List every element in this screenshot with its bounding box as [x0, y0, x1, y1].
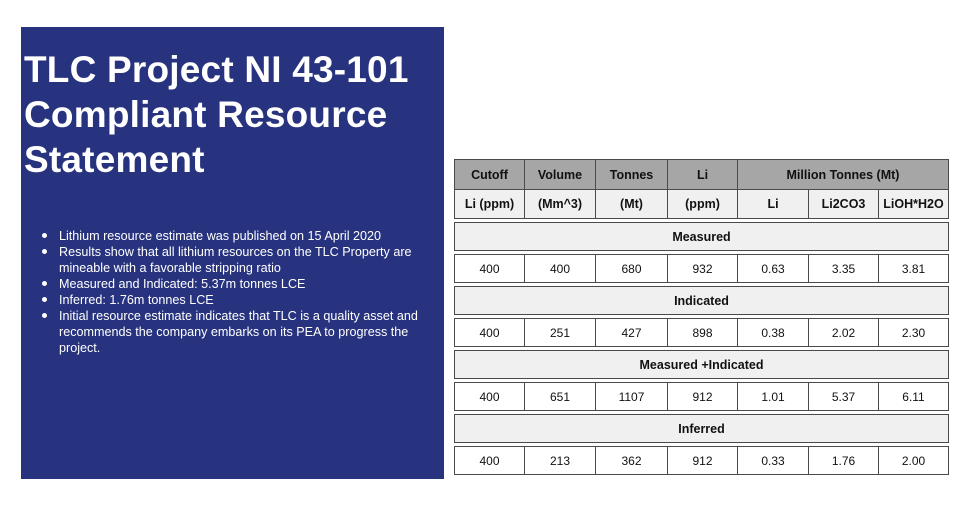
- table-cell: 362: [596, 447, 668, 475]
- column-group-header: Million Tonnes (Mt): [738, 160, 949, 190]
- table-cell: 400: [455, 383, 525, 411]
- table-row: [455, 255, 949, 283]
- table-cell: 400: [525, 255, 596, 283]
- slide-title: [24, 47, 409, 182]
- table-cell: 251: [525, 319, 596, 347]
- bullet-item: Initial resource estimate indicates that TLC is a quality asset and recommends the company embarks on its PEA to progress the project.: [59, 308, 429, 356]
- table-cell: 400: [455, 447, 525, 475]
- column-subheader: (Mt): [596, 190, 668, 219]
- section-row: [455, 415, 949, 443]
- table-cell: 651: [525, 383, 596, 411]
- column-subheader: Li2CO3: [809, 190, 879, 219]
- table-cell: 912: [668, 447, 738, 475]
- column-header: Li: [668, 160, 738, 190]
- table-cell: 400: [455, 255, 525, 283]
- table-cell: 2.02: [809, 319, 879, 347]
- section-row: [455, 351, 949, 379]
- column-subheader: (ppm): [668, 190, 738, 219]
- column-subheader: Li: [738, 190, 809, 219]
- table-cell: 427: [596, 319, 668, 347]
- table-cell: 680: [596, 255, 668, 283]
- table-row: [455, 447, 949, 475]
- table-cell: 5.37: [809, 383, 879, 411]
- slide-title-line: TLC Project NI 43-101: [24, 49, 409, 90]
- table-cell: 3.35: [809, 255, 879, 283]
- table-cell: 898: [668, 319, 738, 347]
- table-cell: 2.30: [879, 319, 949, 347]
- section-label: Indicated: [455, 287, 949, 315]
- resource-table: [454, 159, 949, 475]
- table-cell: 2.00: [879, 447, 949, 475]
- table-header-row: [455, 160, 949, 190]
- section-row: [455, 287, 949, 315]
- section-label: Inferred: [455, 415, 949, 443]
- table-cell: 400: [455, 319, 525, 347]
- resource-table-container: [454, 159, 949, 475]
- table-cell: 912: [668, 383, 738, 411]
- bullet-item: Inferred: 1.76m tonnes LCE: [59, 292, 429, 308]
- table-row: [455, 319, 949, 347]
- column-subheader: LiOH*H2O: [879, 190, 949, 219]
- section-row: [455, 223, 949, 251]
- slide-title-line: Statement: [24, 139, 205, 180]
- table-cell: 1.76: [809, 447, 879, 475]
- section-label: Measured +Indicated: [455, 351, 949, 379]
- column-subheader: (Mm^3): [525, 190, 596, 219]
- table-cell: 1107: [596, 383, 668, 411]
- table-cell: 3.81: [879, 255, 949, 283]
- table-cell: 0.63: [738, 255, 809, 283]
- section-label: Measured: [455, 223, 949, 251]
- table-cell: 932: [668, 255, 738, 283]
- table-row: [455, 383, 949, 411]
- bullet-list: [21, 228, 429, 356]
- table-cell: 6.11: [879, 383, 949, 411]
- bullet-item: Measured and Indicated: 5.37m tonnes LCE: [59, 276, 429, 292]
- table-subheader-row: [455, 190, 949, 219]
- table-cell: 0.33: [738, 447, 809, 475]
- column-header: Tonnes: [596, 160, 668, 190]
- table-cell: 0.38: [738, 319, 809, 347]
- column-subheader: Li (ppm): [455, 190, 525, 219]
- bullet-item: Lithium resource estimate was published on 15 April 2020: [59, 228, 429, 244]
- title-panel: [21, 27, 444, 479]
- slide-title-line: Compliant Resource: [24, 94, 388, 135]
- table-cell: 1.01: [738, 383, 809, 411]
- column-header: Cutoff: [455, 160, 525, 190]
- column-header: Volume: [525, 160, 596, 190]
- table-cell: 213: [525, 447, 596, 475]
- bullet-item: Results show that all lithium resources on the TLC Property are mineable with a favorable stripping ratio: [59, 244, 429, 276]
